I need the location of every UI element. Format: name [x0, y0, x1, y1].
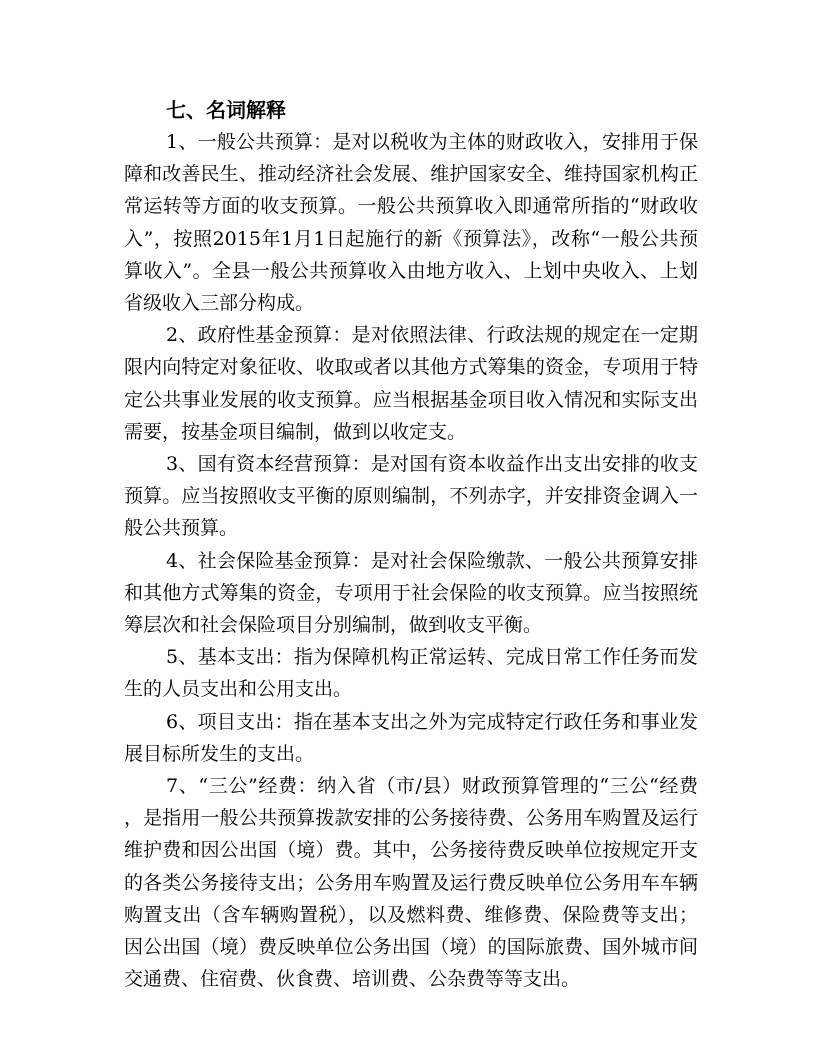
definition-social-insurance-budget: 4、社会保险基金预算：是对社会保险缴款、一般公共预算安排和其他方式筹集的资金，专项用于社会保险的收支预算。应当按照统筹层次和社会保险项目分别编制，做到收支平衡。: [124, 549, 698, 637]
definition-government-fund-budget: 2、政府性基金预算：是对依照法律、行政法规的规定在一定期限内向特定对象征收、收取或者以其他方式筹集的资金，专项用于特定公共事业发展的收支预算。应当根据基金项目收入情况和实际支出需要，按基金项目编制，做到以收定支。: [124, 324, 698, 443]
definition-general-public-budget: 1、一般公共预算：是对以税收为主体的财政收入，安排用于保障和改善民生、推动经济社会发展、维护国家安全、维持国家机构正常运转等方面的收支预算。一般公共预算收入即通常所指的“财政收入”，按照2015年1月1日起施行的新《预算法》，改称“一般公共预算收入”。全县一般公共预算收入由地方收入、上划中央收入、上划省级收入三部分构成。: [124, 131, 698, 315]
definition-project-expenditure: 6、项目支出：指在基本支出之外为完成特定行政任务和事业发展目标所发生的支出。: [124, 710, 698, 765]
definition-state-capital-budget: 3、国有资本经营预算：是对国有资本收益作出支出安排的收支预算。应当按照收支平衡的原则编制，不列赤字，并安排资金调入一般公共预算。: [124, 453, 698, 540]
section-heading: 七、名词解释: [166, 98, 286, 122]
document-page: [124, 94, 698, 995]
definition-three-public-expenses: 7、“三公”经费：纳入省（市/县）财政预算管理的“三公“经费，是指用一般公共预算拨款安排的公务接待费、公务用车购置及运行维护费和因公出国（境）费。其中，公务接待费反映单位按规定开支的各类公务接待支出；公务用车购置及运行费反映单位公务用车车辆购置支出（含车辆购置税），以及燃料费、维修费、保险费等支出；因公出国（境）费反映单位公务出国（境）的国际旅费、国外城市间交通费、住宿费、伙食费、培训费、公杂费等等支出。: [124, 775, 698, 991]
definition-basic-expenditure: 5、基本支出：指为保障机构正常运转、完成日常工作任务而发生的人员支出和公用支出。: [124, 646, 698, 701]
